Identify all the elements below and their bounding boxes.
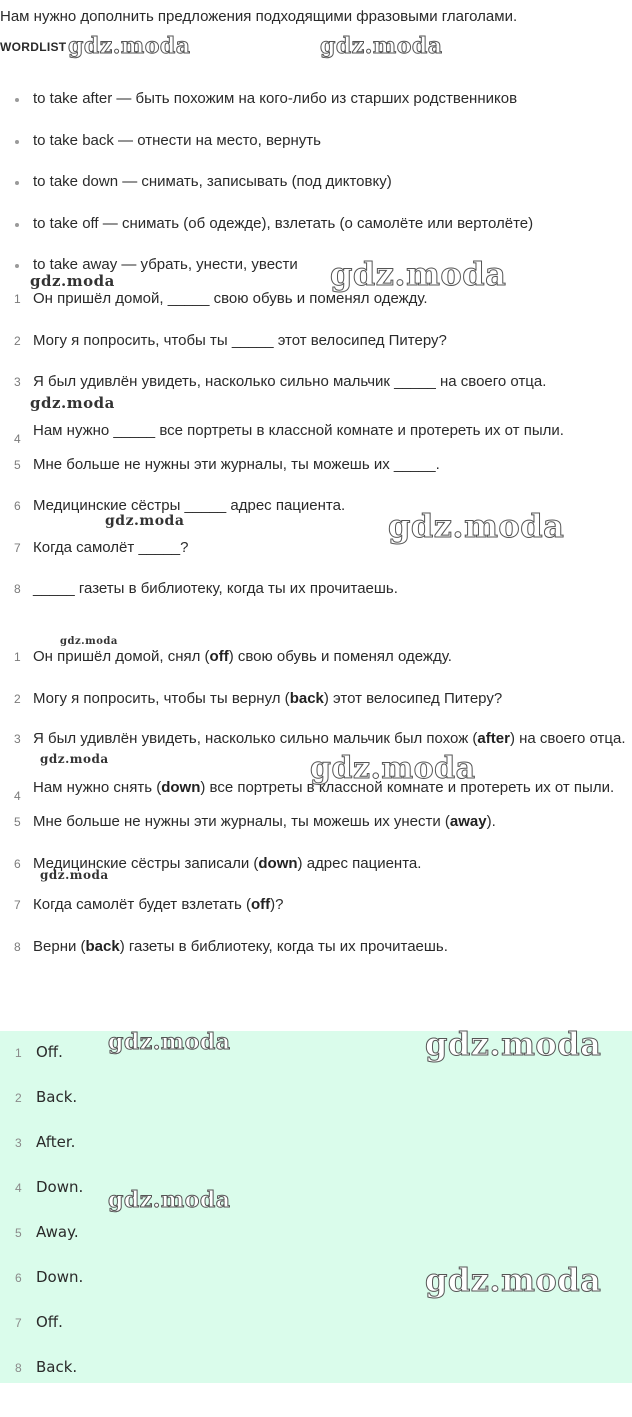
task-item: 5 Мне больше не нужны эти журналы, ты можешь их _____. [14,455,440,473]
answer-key: back [289,689,324,707]
short-answer-item: 2 Back. [15,1088,78,1106]
task-item: 3 Я был удивлён увидеть, насколько сильно мальчик _____ на своего отца. [14,373,547,390]
task-item: 8 _____ газеты в библиотеку, когда ты их прочитаешь. [14,580,398,597]
watermark: gdz.moda [388,507,565,545]
wordlist-item: to take down — снимать, записывать (под диктовку) [0,171,632,213]
watermark: gdz.moda [310,751,476,786]
answer-item: 6 Медицинские сёстры записали (down) адрес пациента. [14,854,422,872]
answer-item: 5 Мне больше не нужны эти журналы, ты можешь их унести (away). [14,813,496,830]
task-item: 1 Он пришёл домой, _____ свою обувь и поменял одежду. [14,290,428,307]
short-answer-item: 7 Off. [15,1313,63,1331]
short-answer-item: 4 Down. [15,1178,84,1196]
bullet-icon [15,98,19,102]
bullet-icon [15,140,19,144]
watermark: gdz.moda [30,272,115,290]
watermark: gdz.moda [105,513,185,529]
bullet-icon [15,223,19,227]
task-item: 4 Нам нужно _____ все портреты в классной комнате и протереть их от пыли. [14,421,564,446]
wordlist-label: WORDLIST [0,40,67,54]
watermark: gdz.moda [40,752,109,766]
answer-list [0,646,632,977]
short-answer-item: 3 After. [15,1133,76,1151]
watermark: gdz.moda [108,1187,231,1213]
task-item: 7 Когда самолёт _____? [14,538,189,556]
answer-key: down [258,854,298,872]
wordlist-item: to take away — убрать, унести, увести [0,254,632,296]
watermark: gdz.moda [60,636,118,647]
wordlist-item: to take after — быть похожим на кого-либо из старших родственников [0,88,632,130]
intro-text: Нам нужно дополнить предложения подходящими фразовыми глаголами. [0,8,518,25]
watermark: gdz.moda [425,1261,602,1299]
watermark: gdz.moda [68,33,191,59]
bullet-icon [15,264,19,268]
answer-key: back [85,937,120,955]
watermark: gdz.moda [40,868,109,882]
wordlist [0,88,632,296]
watermark: gdz.moda [425,1025,602,1063]
answer-item: 4 Нам нужно снять (down) все портреты в классной комнате и протереть их от пыли. [14,779,615,803]
answer-key: after [477,730,510,747]
answer-key: off [209,648,229,665]
task-list [0,288,632,620]
short-answer-item: 6 Down. [15,1268,84,1286]
short-answer-item: 1 Off. [15,1043,63,1061]
short-answers-panel [0,1031,632,1383]
answer-item: 8 Верни (back) газеты в библиотеку, когда ты их прочитаешь. [14,937,448,955]
bullet-icon [15,181,19,185]
task-item: 2 Могу я попросить, чтобы ты _____ этот велосипед Питеру? [14,331,447,349]
watermark: gdz.moda [108,1029,231,1055]
answer-key: down [161,779,201,796]
short-answer-item: 8 Back. [15,1358,78,1376]
watermark: gdz.moda [330,255,507,293]
answer-item: 2 Могу я попросить, чтобы ты вернул (back) этот велосипед Питеру? [14,689,503,707]
watermark: gdz.moda [320,33,443,59]
answer-item: 7 Когда самолёт будет взлетать (off)? [14,896,284,913]
watermark: gdz.moda [30,394,115,412]
answer-key: away [449,813,487,830]
task-item: 6 Медицинские сёстры _____ адрес пациента. [14,497,346,514]
answer-item: 3 Я был удивлён увидеть, насколько сильно мальчик был похож (after) на своего отца. [14,730,626,747]
short-answer-list [0,1041,83,1401]
wordlist-item: to take back — отнести на место, вернуть [0,130,632,172]
short-answer-item: 5 Away. [15,1223,79,1241]
wordlist-item: to take off — снимать (об одежде), взлетать (о самолёте или вертолёте) [0,213,632,255]
answer-key: off [251,896,271,913]
answer-item: 1 Он пришёл домой, снял (off) свою обувь и поменял одежду. [14,648,452,665]
